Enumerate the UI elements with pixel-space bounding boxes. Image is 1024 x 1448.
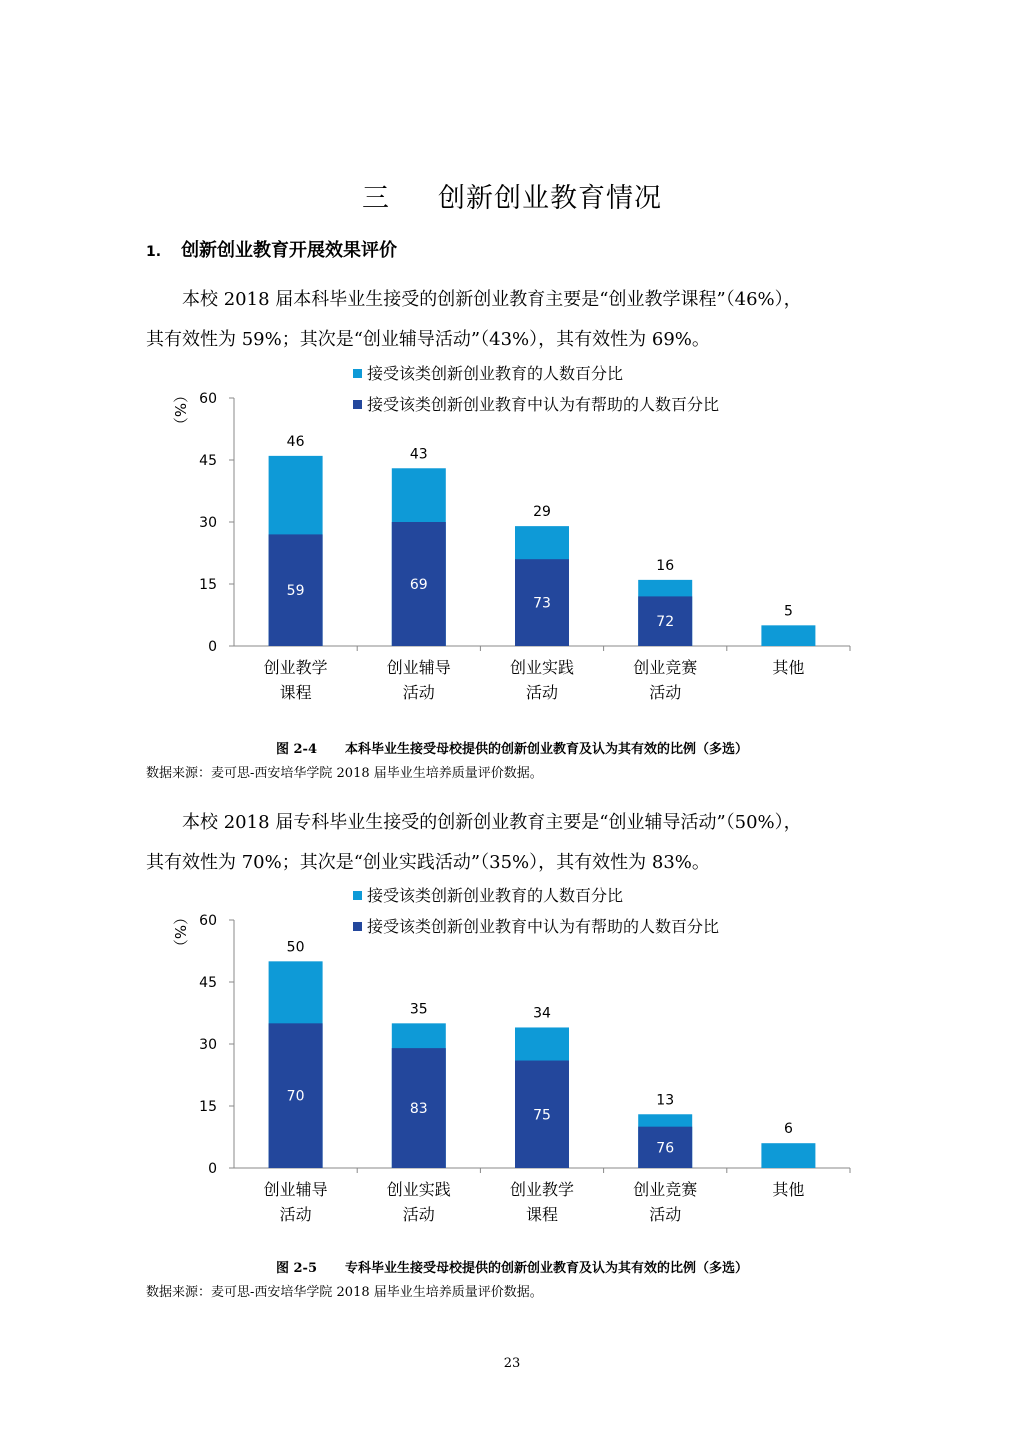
chart-2-4: [0, 360, 1024, 710]
chart2-y-tick-label: 30: [199, 1037, 217, 1053]
chart2-bar-total-label-4: 6: [783, 1121, 793, 1138]
paragraph-1-line-1: 本校 2018 届本科毕业生接受的创新创业教育主要是“创业教学课程”（46%），: [182, 289, 802, 310]
chart1-category-label-1: 活动: [402, 683, 435, 702]
chart2-legend-label-1: 接受该类创新创业教育中认为有帮助的人数百分比: [367, 917, 720, 936]
paragraph-2-line-2: 其有效性为 70%；其次是“创业实践活动”（35%），其有效性为 83%。: [146, 852, 710, 873]
chart1-y-axis-label: （%）: [171, 387, 189, 433]
chart1-bar-total-label-0: 46: [286, 433, 305, 450]
chart2-bar-helpful-label-2: 75: [533, 1107, 551, 1124]
chart2-legend-label-0: 接受该类创新创业教育的人数百分比: [367, 886, 624, 905]
chart1-bar-total-label-4: 5: [783, 603, 793, 620]
paragraph-2-line-1: 本校 2018 届专科毕业生接受的创新创业教育主要是“创业辅导活动”（50%），: [182, 812, 802, 833]
chart2-category-label-3: 活动: [649, 1205, 682, 1224]
paragraph-1: [146, 280, 906, 360]
subsection-title: [146, 236, 397, 262]
chart2-legend-swatch-1: [353, 922, 362, 931]
chart2-y-tick-label: 0: [208, 1161, 217, 1177]
chart2-bar-total-4: [761, 1143, 815, 1168]
chart2-legend-swatch-0: [353, 891, 362, 900]
chart1-y-tick-label: 0: [208, 639, 217, 655]
section-title: [0, 176, 1024, 215]
figure-2-5-text: 专科毕业生接受母校提供的创新创业教育及认为其有效的比例（多选）: [345, 1261, 749, 1276]
chart1-legend-label-1: 接受该类创新创业教育中认为有帮助的人数百分比: [367, 395, 720, 414]
chart2-bar-total-label-3: 13: [656, 1092, 675, 1109]
chart2-category-label-0: 创业辅导: [263, 1180, 328, 1199]
chart1-y-tick-label: 60: [199, 391, 217, 407]
chart1-bar-total-4: [761, 625, 815, 646]
chart2-category-label-2: 课程: [525, 1205, 559, 1224]
chart1-category-label-0: 课程: [279, 683, 312, 702]
chart1-legend-swatch-0: [353, 369, 362, 378]
chart1-y-tick-label: 30: [199, 515, 217, 531]
chart1-bar-helpful-label-2: 73: [533, 595, 551, 612]
figure-2-5-number: 图 2-5: [275, 1261, 317, 1276]
figure-2-4-text: 本科毕业生接受母校提供的创新创业教育及认为其有效的比例（多选）: [345, 742, 749, 757]
chart2-bar-total-label-0: 50: [286, 939, 305, 956]
chart-2-5: [0, 882, 1024, 1232]
chart2-y-axis-label: （%）: [171, 909, 189, 955]
figure-2-4-caption: [0, 738, 1024, 757]
chart2-bar-total-label-2: 34: [533, 1005, 551, 1022]
data-source-2: 数据来源：麦可思-西安培华学院 2018 届毕业生培养质量评价数据。: [146, 1285, 543, 1300]
chart1-category-label-3: 创业竞赛: [633, 658, 698, 677]
chart1-bar-total-label-3: 16: [656, 557, 675, 574]
chart1-y-tick-label: 45: [199, 453, 217, 469]
paragraph-1-line-2: 其有效性为 59%；其次是“创业辅导活动”（43%），其有效性为 69%。: [146, 329, 710, 350]
chart1-category-label-1: 创业辅导: [386, 658, 451, 677]
chart1-category-label-2: 创业实践: [509, 658, 575, 677]
chart2-bar-helpful-label-0: 70: [286, 1088, 305, 1105]
chart1-category-label-0: 创业教学: [263, 658, 328, 677]
chart2-bar-helpful-label-3: 76: [656, 1140, 675, 1157]
data-source-1: 数据来源：麦可思-西安培华学院 2018 届毕业生培养质量评价数据。: [146, 766, 543, 781]
chart2-bar-helpful-label-1: 83: [409, 1101, 428, 1118]
chart2-category-label-1: 创业实践: [386, 1180, 451, 1199]
chart2-y-tick-label: 15: [199, 1099, 217, 1115]
figure-2-4-number: 图 2-4: [275, 742, 317, 757]
chart2-y-tick-label: 45: [199, 975, 217, 991]
chart1-legend-label-0: 接受该类创新创业教育的人数百分比: [367, 364, 624, 383]
page-number: 23: [503, 1356, 521, 1371]
chart1-category-label-2: 活动: [525, 683, 559, 702]
subsection-heading: 创新创业教育开展效果评价: [181, 240, 398, 261]
section-number: 三: [362, 183, 390, 214]
chart1-category-label-4: 其他: [772, 658, 805, 677]
chart2-category-label-2: 创业教学: [509, 1180, 575, 1199]
chart1-bar-helpful-label-3: 72: [656, 614, 675, 631]
chart2-category-label-4: 其他: [772, 1180, 805, 1199]
subsection-number: 1.: [146, 244, 162, 260]
chart1-y-tick-label: 15: [199, 577, 217, 593]
chart1-bar-total-label-1: 43: [409, 446, 428, 463]
chart1-bar-helpful-label-0: 59: [286, 583, 305, 600]
paragraph-2: [146, 803, 906, 883]
chart1-bar-helpful-label-1: 69: [409, 577, 428, 593]
chart2-category-label-0: 活动: [279, 1205, 312, 1224]
chart2-y-tick-label: 60: [199, 913, 217, 929]
chart2-category-label-3: 创业竞赛: [633, 1180, 698, 1199]
chart2-bar-total-label-1: 35: [409, 1001, 428, 1018]
section-heading: 创新创业教育情况: [438, 183, 662, 214]
figure-2-5-caption: [0, 1257, 1024, 1276]
chart1-legend-swatch-1: [353, 400, 362, 409]
chart2-category-label-1: 活动: [402, 1205, 435, 1224]
chart1-bar-total-label-2: 29: [533, 504, 551, 521]
chart1-category-label-3: 活动: [649, 683, 682, 702]
